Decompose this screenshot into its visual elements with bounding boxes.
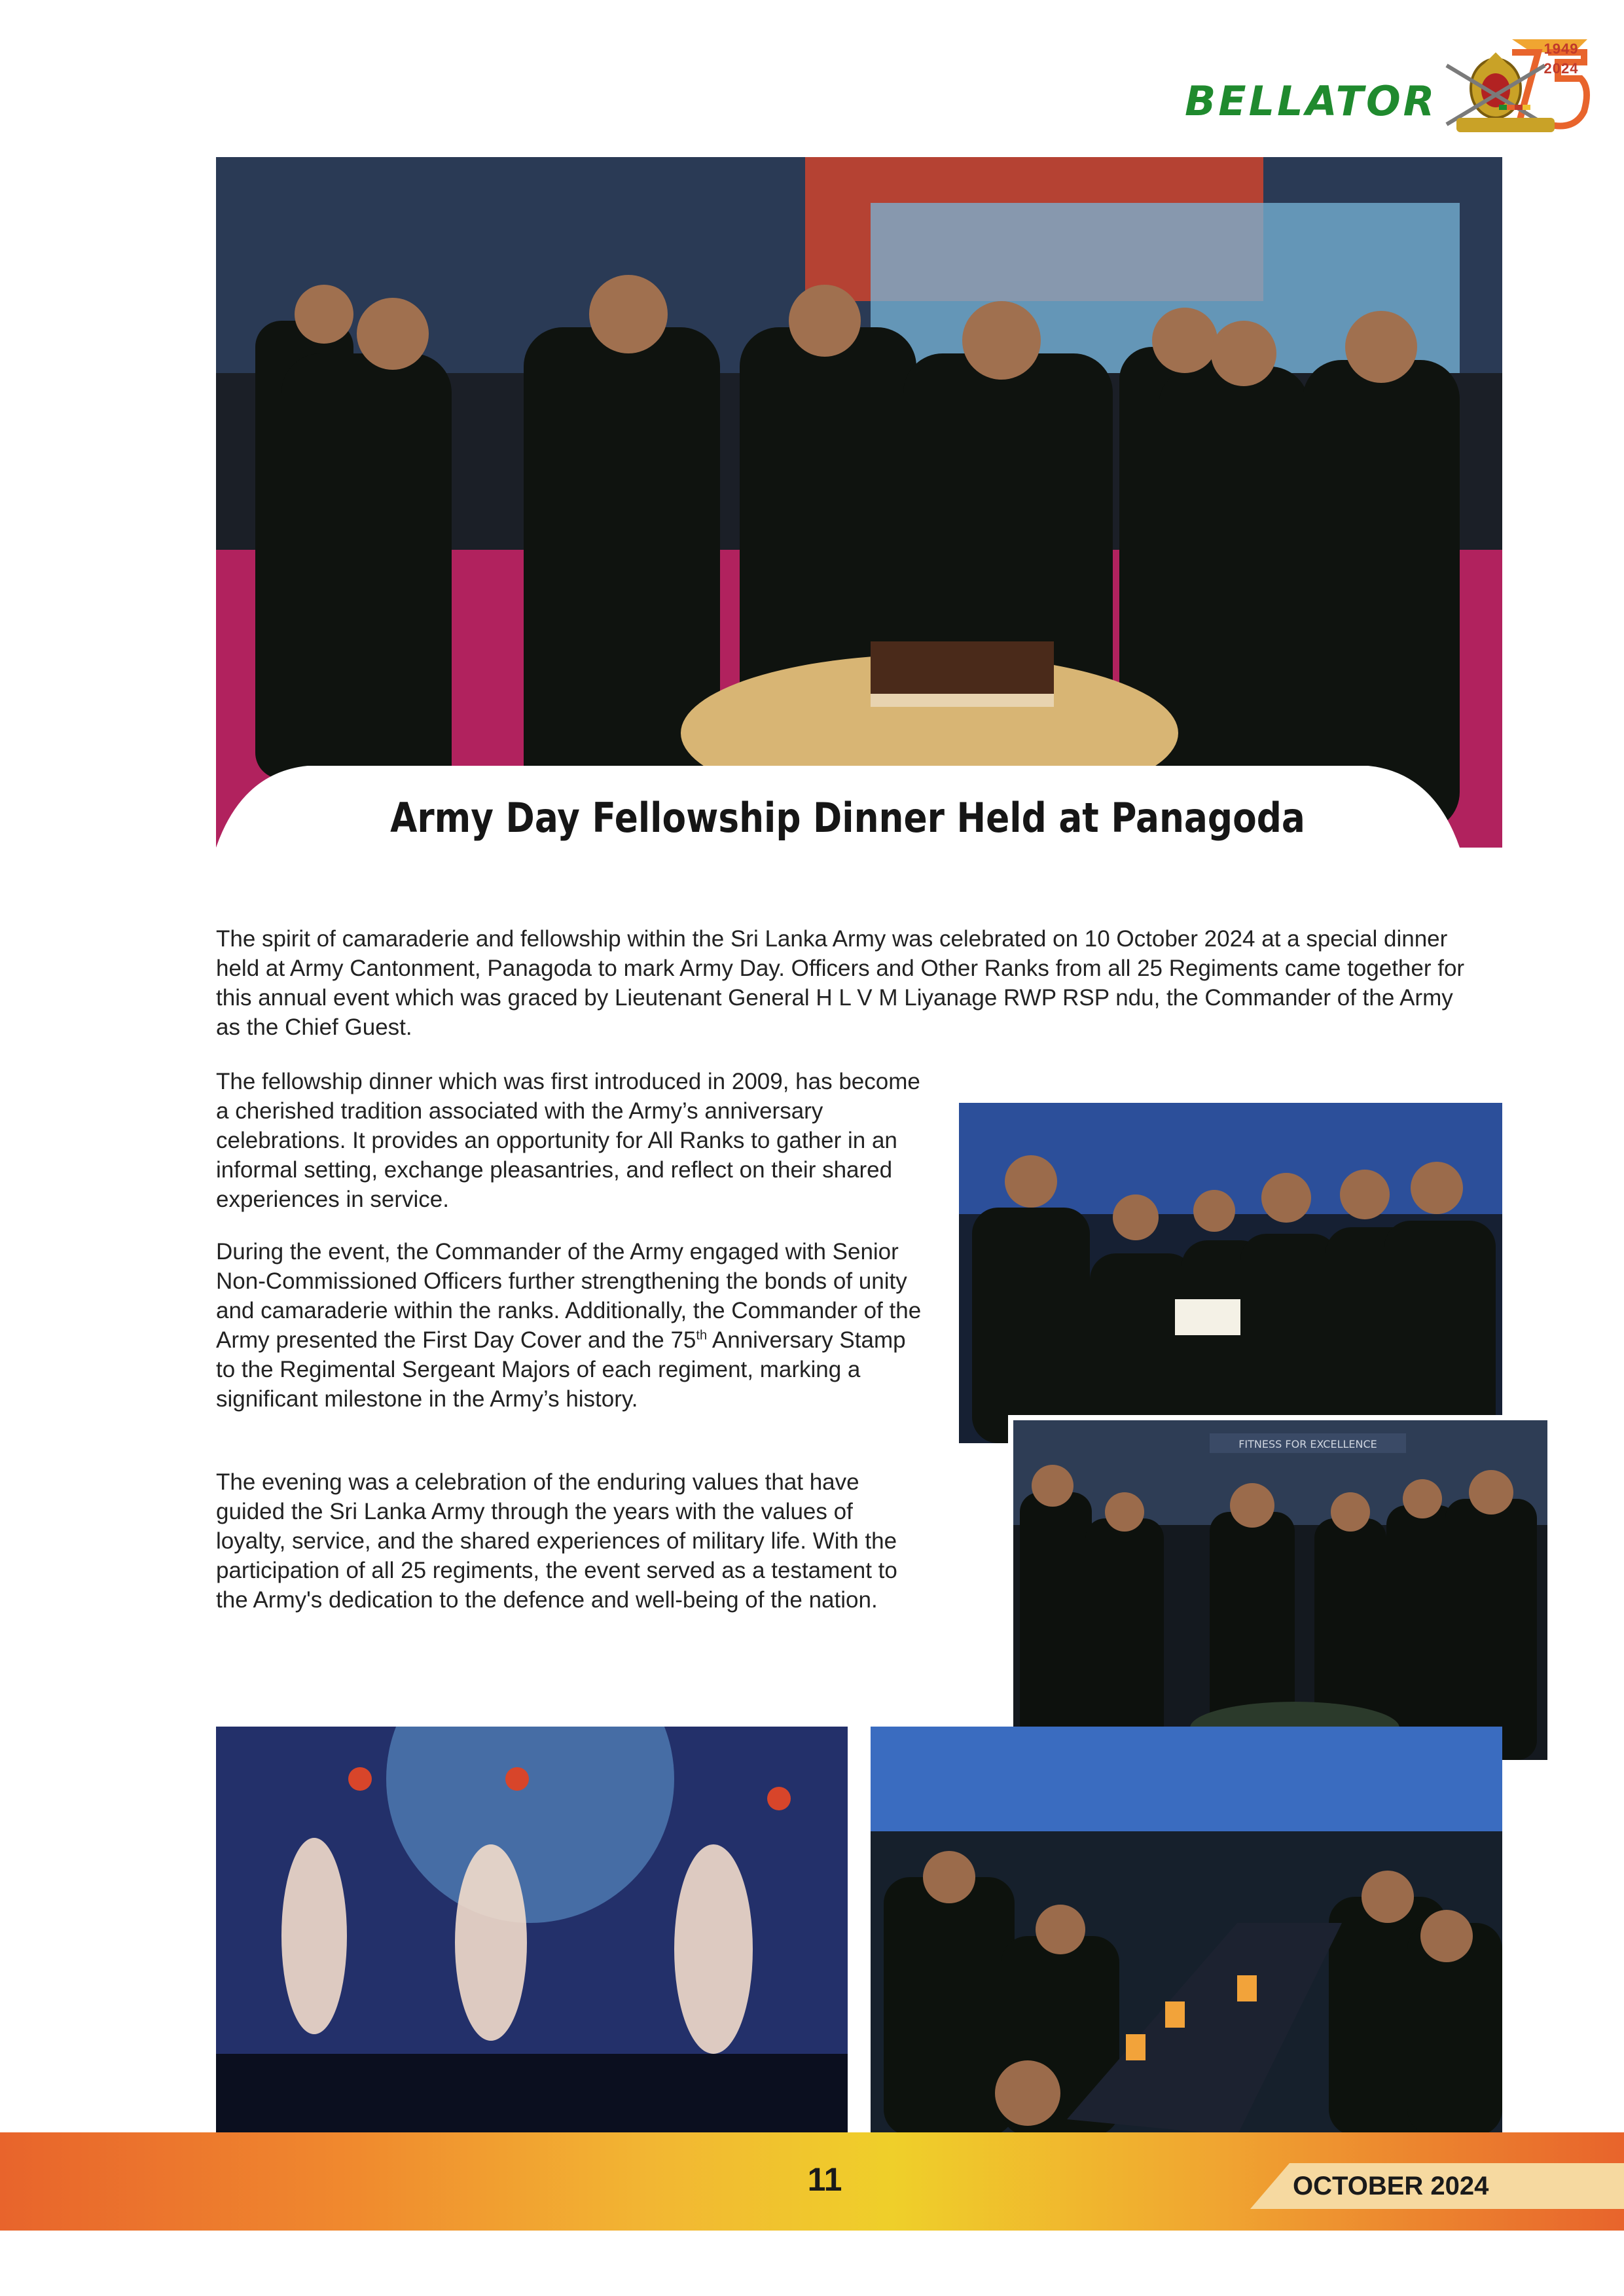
magazine-brand: BELLATOR [1185, 77, 1437, 125]
hall-banner-text: FITNESS FOR EXCELLENCE [1238, 1438, 1377, 1450]
photo-commander-mingling [1013, 1420, 1547, 1760]
hero-photo-cake-cutting [216, 157, 1502, 848]
page-number: 11 [807, 2161, 842, 2198]
photo-frame [1008, 1415, 1553, 1765]
paragraph-tradition: The fellowship dinner which was first introduced in 2009, has become a cherished tradition associated with the Army’s anniversary celebrations. It provides an opportunity for All Ranks to gather in an informal setting, exchange pleasantries, and reflect on their shared experiences in service. [216, 1069, 920, 1212]
photo-stamp-presentation [959, 1103, 1502, 1443]
issue-date: OCTOBER 2024 [1293, 2172, 1489, 2200]
paragraph-event [216, 1237, 923, 1414]
paragraph-intro: The spirit of camaraderie and fellowship within the Sri Lanka Army was celebrated on 10 October 2024 at a special dinner held at Army Cantonment, Panagoda to mark Army Day. Officers and Other Ranks from all 25 Regiments came together for this annual event which was graced by Lieutenant General H L V M Liyanage RWP RSP ndu, the Commander of the Army as the Chief Guest. [216, 926, 1465, 1040]
paragraph-event-text-1: During the event, the Commander of the Army engaged with Senior Non-Commissioned Officers further strengthening the bonds of unity and camaraderie within the ranks. Additionally, the Commander of the Army presented the First Day Cover and the 75 [216, 1239, 922, 1353]
logo-years: 1949 2024 [1543, 41, 1579, 77]
photo-cultural-dancers [216, 1727, 848, 2136]
ordinal-suffix: th [696, 1328, 708, 1343]
article-title: Army Day Fellowship Dinner Held at Panagoda [390, 794, 1305, 842]
photo-dinner-tables [871, 1727, 1502, 2136]
paragraph-values: The evening was a celebration of the enduring values that have guided the Sri Lanka Army through the years with the values of loyalty, service, and the shared experiences of military life. With the participation of all 25 regiments, the event served as a testament to the Army's dedication to the defence and well-being of the nation. [216, 1469, 897, 1613]
paragraph-event-text-2: Anniversary Stamp to the Regimental Sergeant Majors of each regiment, marking a significant milestone in the Army’s history. [216, 1327, 906, 1412]
